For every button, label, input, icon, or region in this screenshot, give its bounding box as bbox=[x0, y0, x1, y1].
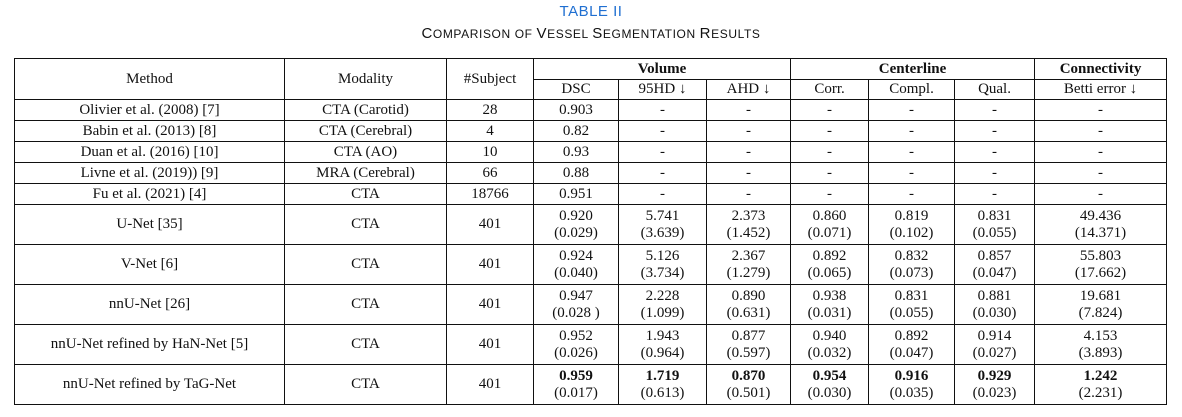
cell-value: 1.943 (0.964) bbox=[619, 325, 707, 365]
cell-method: Duan et al. (2016) [10] bbox=[15, 142, 285, 163]
title-part: VESSEL bbox=[536, 25, 593, 42]
cell-value: 2.367 (1.279) bbox=[707, 245, 791, 285]
cell-modality: CTA bbox=[285, 245, 447, 285]
cell-value: 0.892 (0.047) bbox=[869, 325, 955, 365]
cell-modality: CTA bbox=[285, 205, 447, 245]
cell-value: - bbox=[955, 184, 1035, 205]
cell-value: - bbox=[869, 163, 955, 184]
metric-header-dsc: DSC bbox=[534, 80, 619, 100]
cell-subject: 401 bbox=[447, 285, 534, 325]
table-row bbox=[15, 285, 1167, 325]
cell-value: 0.947 (0.028 ) bbox=[534, 285, 619, 325]
cell-value: 19.681 (7.824) bbox=[1035, 285, 1167, 325]
cell-value: - bbox=[791, 142, 869, 163]
cell-value: - bbox=[619, 100, 707, 121]
col-header-modality: Modality bbox=[285, 59, 447, 100]
cell-value: - bbox=[791, 121, 869, 142]
cell-method: V-Net [6] bbox=[15, 245, 285, 285]
cell-value: 49.436 (14.371) bbox=[1035, 205, 1167, 245]
cell-value: - bbox=[791, 163, 869, 184]
group-header-volume: Volume bbox=[534, 59, 791, 80]
cell-value: 0.940 (0.032) bbox=[791, 325, 869, 365]
table-row bbox=[15, 163, 1167, 184]
cell-value: 0.890 (0.631) bbox=[707, 285, 791, 325]
metric-header-95hd: 95HD ↓ bbox=[619, 80, 707, 100]
cell-value: - bbox=[619, 121, 707, 142]
cell-method: Olivier et al. (2008) [7] bbox=[15, 100, 285, 121]
cell-value: - bbox=[869, 142, 955, 163]
cell-value: 0.924 (0.040) bbox=[534, 245, 619, 285]
cell-modality: CTA (AO) bbox=[285, 142, 447, 163]
table-row bbox=[15, 184, 1167, 205]
table-title bbox=[0, 25, 1182, 42]
cell-subject: 18766 bbox=[447, 184, 534, 205]
cell-modality: CTA (Carotid) bbox=[285, 100, 447, 121]
cell-value: 0.870 (0.501) bbox=[707, 365, 791, 405]
cell-value: 0.93 bbox=[534, 142, 619, 163]
cell-value: 0.831 (0.055) bbox=[955, 205, 1035, 245]
cell-subject: 401 bbox=[447, 245, 534, 285]
cell-value: 0.877 (0.597) bbox=[707, 325, 791, 365]
cell-modality: CTA bbox=[285, 285, 447, 325]
cell-modality: CTA bbox=[285, 365, 447, 405]
cell-value: 0.959 (0.017) bbox=[534, 365, 619, 405]
cell-subject: 401 bbox=[447, 325, 534, 365]
cell-value: - bbox=[707, 121, 791, 142]
cell-value: 5.126 (3.734) bbox=[619, 245, 707, 285]
cell-value: - bbox=[955, 121, 1035, 142]
cell-method: Fu et al. (2021) [4] bbox=[15, 184, 285, 205]
col-header-subject: #Subject bbox=[447, 59, 534, 100]
table-row bbox=[15, 100, 1167, 121]
cell-value: - bbox=[955, 100, 1035, 121]
cell-value: 0.938 (0.031) bbox=[791, 285, 869, 325]
cell-value: - bbox=[619, 142, 707, 163]
cell-value: 0.860 (0.071) bbox=[791, 205, 869, 245]
title-part: SEGMENTATION bbox=[592, 25, 700, 42]
cell-value: - bbox=[707, 100, 791, 121]
cell-subject: 66 bbox=[447, 163, 534, 184]
table-row-best bbox=[15, 365, 1167, 405]
cell-value: - bbox=[1035, 142, 1167, 163]
cell-value: 0.929 (0.023) bbox=[955, 365, 1035, 405]
table-label: TABLE II bbox=[559, 3, 623, 20]
cell-value: - bbox=[791, 184, 869, 205]
group-header-centerline: Centerline bbox=[791, 59, 1035, 80]
metric-header-compl: Compl. bbox=[869, 80, 955, 100]
header-row-groups bbox=[15, 59, 1167, 80]
cell-value: - bbox=[707, 184, 791, 205]
cell-value: 0.951 bbox=[534, 184, 619, 205]
cell-value: 1.242 (2.231) bbox=[1035, 365, 1167, 405]
cell-subject: 10 bbox=[447, 142, 534, 163]
cell-value: - bbox=[1035, 184, 1167, 205]
metric-header-betti: Betti error ↓ bbox=[1035, 80, 1167, 100]
cell-value: 0.881 (0.030) bbox=[955, 285, 1035, 325]
metric-header-ahd: AHD ↓ bbox=[707, 80, 791, 100]
metric-header-corr: Corr. bbox=[791, 80, 869, 100]
table-row bbox=[15, 142, 1167, 163]
table-row bbox=[15, 205, 1167, 245]
title-part: COMPARISON OF bbox=[421, 25, 537, 42]
cell-value: - bbox=[869, 184, 955, 205]
cell-value: 0.82 bbox=[534, 121, 619, 142]
cell-subject: 401 bbox=[447, 205, 534, 245]
cell-value: - bbox=[1035, 121, 1167, 142]
cell-value: 0.914 (0.027) bbox=[955, 325, 1035, 365]
cell-subject: 28 bbox=[447, 100, 534, 121]
cell-value: 55.803 (17.662) bbox=[1035, 245, 1167, 285]
cell-value: - bbox=[1035, 163, 1167, 184]
cell-subject: 401 bbox=[447, 365, 534, 405]
cell-value: 0.892 (0.065) bbox=[791, 245, 869, 285]
cell-value: - bbox=[619, 163, 707, 184]
cell-value: - bbox=[955, 163, 1035, 184]
cell-value: 0.819 (0.102) bbox=[869, 205, 955, 245]
cell-value: 0.832 (0.073) bbox=[869, 245, 955, 285]
cell-method: Babin et al. (2013) [8] bbox=[15, 121, 285, 142]
cell-value: - bbox=[791, 100, 869, 121]
cell-value: - bbox=[869, 121, 955, 142]
table-row bbox=[15, 245, 1167, 285]
metric-header-qual: Qual. bbox=[955, 80, 1035, 100]
cell-value: 1.719 (0.613) bbox=[619, 365, 707, 405]
cell-modality: CTA (Cerebral) bbox=[285, 121, 447, 142]
cell-value: 0.952 (0.026) bbox=[534, 325, 619, 365]
cell-value: 0.954 (0.030) bbox=[791, 365, 869, 405]
cell-value: - bbox=[1035, 100, 1167, 121]
cell-modality: CTA bbox=[285, 184, 447, 205]
cell-method: nnU-Net [26] bbox=[15, 285, 285, 325]
cell-value: - bbox=[869, 100, 955, 121]
cell-value: 0.903 bbox=[534, 100, 619, 121]
cell-value: - bbox=[707, 142, 791, 163]
cell-value: 4.153 (3.893) bbox=[1035, 325, 1167, 365]
col-header-method: Method bbox=[15, 59, 285, 100]
cell-modality: MRA (Cerebral) bbox=[285, 163, 447, 184]
title-part: RESULTS bbox=[699, 25, 761, 42]
cell-value: - bbox=[955, 142, 1035, 163]
cell-value: 5.741 (3.639) bbox=[619, 205, 707, 245]
cell-value: 2.228 (1.099) bbox=[619, 285, 707, 325]
cell-subject: 4 bbox=[447, 121, 534, 142]
cell-value: - bbox=[619, 184, 707, 205]
cell-method: nnU-Net refined by HaN-Net [5] bbox=[15, 325, 285, 365]
cell-value: 2.373 (1.452) bbox=[707, 205, 791, 245]
table-row bbox=[15, 121, 1167, 142]
cell-value: 0.916 (0.035) bbox=[869, 365, 955, 405]
cell-method: U-Net [35] bbox=[15, 205, 285, 245]
table-row bbox=[15, 325, 1167, 365]
cell-value: 0.857 (0.047) bbox=[955, 245, 1035, 285]
group-header-connectivity: Connectivity bbox=[1035, 59, 1167, 80]
cell-modality: CTA bbox=[285, 325, 447, 365]
cell-value: - bbox=[707, 163, 791, 184]
cell-value: 0.920 (0.029) bbox=[534, 205, 619, 245]
results-table bbox=[14, 58, 1167, 405]
cell-method: Livne et al. (2019)) [9] bbox=[15, 163, 285, 184]
cell-value: 0.88 bbox=[534, 163, 619, 184]
cell-method: nnU-Net refined by TaG-Net bbox=[15, 365, 285, 405]
cell-value: 0.831 (0.055) bbox=[869, 285, 955, 325]
